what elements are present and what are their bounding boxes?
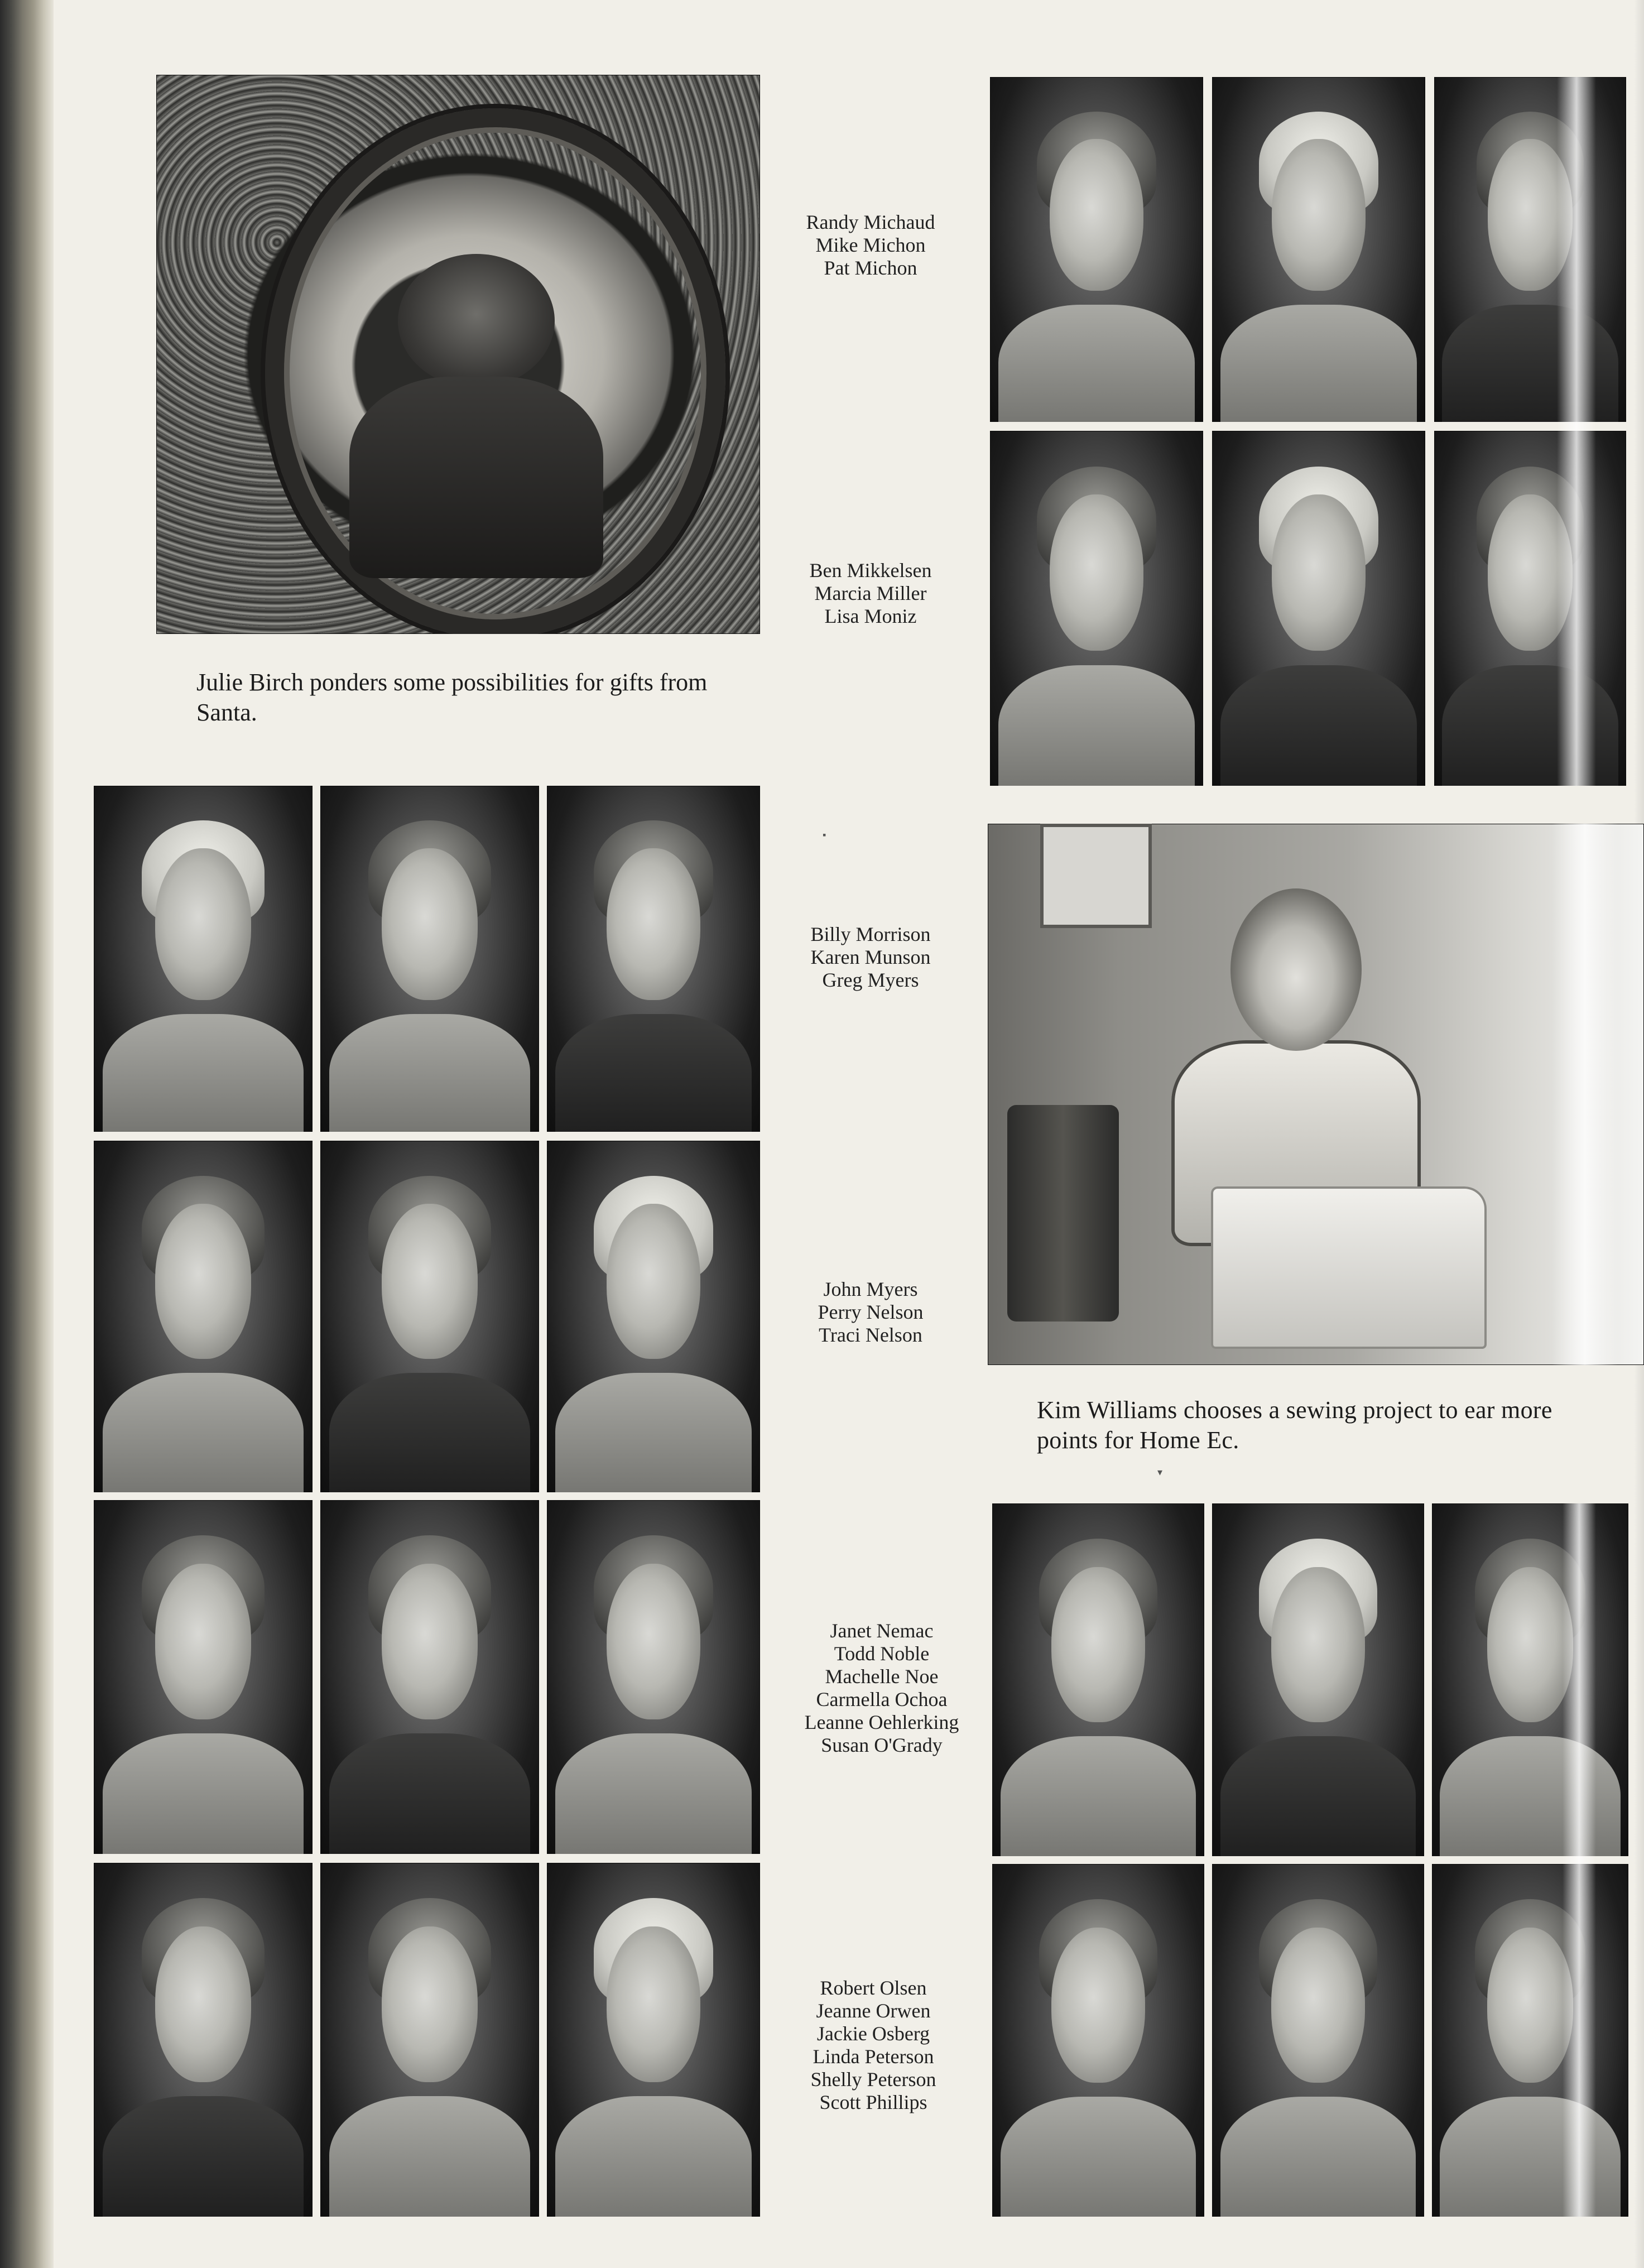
mirror-photo: [156, 75, 760, 634]
portrait-susan-ogrady: [1432, 1503, 1628, 1856]
names-group-4: [781, 1278, 960, 1347]
portrait-pat-michon: [1434, 77, 1626, 422]
portrait-linda-peterson: [992, 1864, 1204, 2217]
student-name: Todd Noble: [834, 1642, 930, 1665]
student-name: Marcia Miller: [814, 582, 927, 604]
student-name: Ben Mikkelsen: [809, 559, 932, 582]
student-name: Traci Nelson: [819, 1324, 922, 1346]
classroom-window: [1040, 824, 1152, 928]
student-name: Lisa Moniz: [824, 605, 917, 627]
student-name: Shelly Peterson: [810, 2068, 936, 2091]
portrait-billy-morrison: [94, 786, 313, 1132]
portrait-leanne-oehlerking: [1212, 1503, 1424, 1856]
page-speck: ▾: [1157, 1467, 1163, 1478]
portrait-jackie-osberg: [547, 1863, 760, 2217]
caption-mirror: Julie Birch ponders some possibilities for gifts from Santa.: [196, 669, 708, 726]
page-glare: [1552, 824, 1618, 1365]
portrait-marcia-miller: [1212, 431, 1425, 786]
sewing-photo: [988, 824, 1644, 1365]
student-name: Mike Michon: [815, 234, 926, 256]
student-name: Perry Nelson: [818, 1301, 924, 1323]
portrait-karen-munson: [320, 786, 539, 1132]
student-name: Billy Morrison: [810, 923, 931, 945]
student-name: Karen Munson: [810, 946, 931, 968]
sewing-machine: [1211, 1186, 1487, 1349]
mirror-reflection-body: [349, 377, 603, 578]
student-name: Janet Nemac: [830, 1620, 934, 1642]
student-name: Pat Michon: [824, 257, 917, 279]
portrait-robert-olsen: [94, 1863, 313, 2217]
student-sewing-head: [1230, 888, 1362, 1051]
caption-sewing: Kim Williams chooses a sewing project to ear more points for Home Ec.: [1037, 1396, 1552, 1454]
portrait-randy-michaud: [990, 77, 1203, 422]
names-group-1: [781, 211, 960, 280]
portrait-greg-myers: [547, 786, 760, 1132]
portrait-john-myers: [94, 1141, 313, 1492]
student-name: Susan O'Grady: [821, 1734, 943, 1756]
student-name: Jackie Osberg: [816, 2022, 930, 2045]
names-group-3: [781, 923, 960, 992]
trash-bin: [1007, 1105, 1119, 1322]
page-speck: ▪: [823, 829, 826, 840]
portrait-janet-nemac: [94, 1500, 313, 1854]
student-name: Greg Myers: [822, 969, 919, 991]
portrait-traci-nelson: [547, 1141, 760, 1492]
student-name: Leanne Oehlerking: [804, 1711, 959, 1733]
names-group-2: [781, 559, 960, 628]
mirror-reflection-head: [398, 254, 555, 388]
portrait-ben-mikkelsen: [990, 431, 1203, 786]
student-name: Robert Olsen: [820, 1977, 927, 1999]
student-name: Jeanne Orwen: [816, 2000, 931, 2022]
portrait-todd-noble: [320, 1500, 539, 1854]
portrait-shelly-peterson: [1212, 1864, 1424, 2217]
student-name: Machelle Noe: [825, 1665, 939, 1688]
names-group-6: [781, 1977, 965, 2114]
student-name: Linda Peterson: [813, 2045, 934, 2068]
portrait-mike-michon: [1212, 77, 1425, 422]
book-spine: [0, 0, 54, 2268]
page-glare: [1563, 1503, 1596, 2217]
portrait-lisa-moniz: [1434, 431, 1626, 786]
student-name: John Myers: [823, 1278, 918, 1300]
portrait-machelle-noe: [547, 1500, 760, 1854]
page-glare: [1557, 77, 1596, 786]
portrait-perry-nelson: [320, 1141, 539, 1492]
student-name: Randy Michaud: [806, 211, 935, 233]
portrait-scott-phillips: [1432, 1864, 1628, 2217]
names-group-5: [781, 1620, 982, 1757]
portrait-carmella-ochoa: [992, 1503, 1204, 1856]
student-name: Scott Phillips: [819, 2091, 927, 2113]
student-name: Carmella Ochoa: [816, 1688, 948, 1710]
portrait-jeanne-orwen: [320, 1863, 539, 2217]
